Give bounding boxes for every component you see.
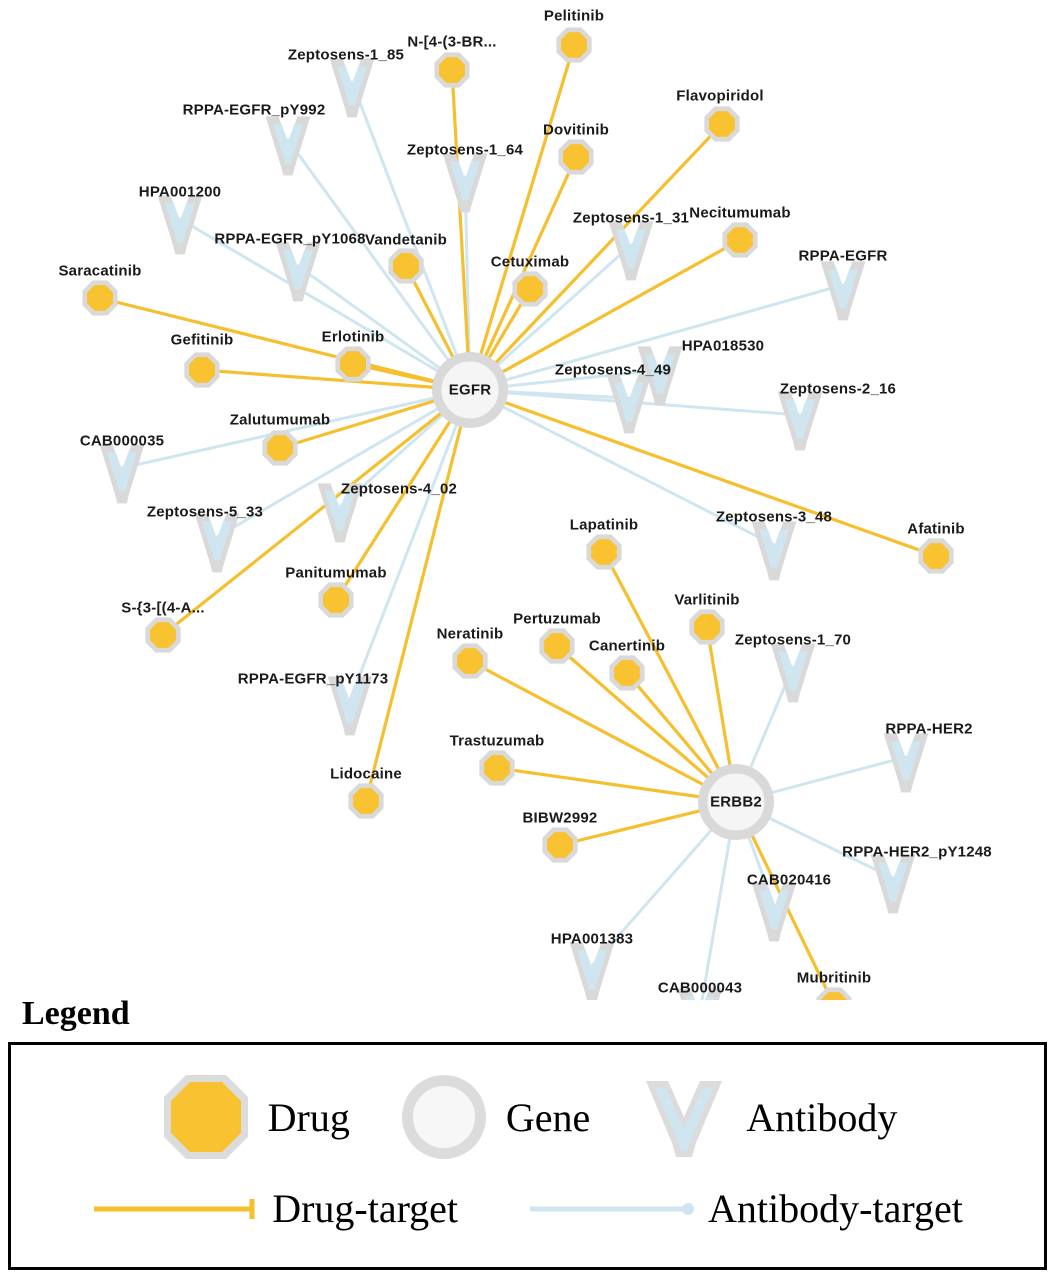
antibody-label: CAB000035 [79, 432, 165, 450]
drug-label: Trastuzumab [449, 732, 545, 750]
drug-node[interactable] [539, 628, 574, 663]
drug-node[interactable] [558, 139, 593, 174]
antibody-node[interactable] [195, 513, 240, 572]
drug-target-edge-icon [92, 1196, 262, 1222]
antibody-node[interactable] [443, 153, 488, 212]
drug-label: Cetuximab [490, 253, 570, 271]
drug-node[interactable] [704, 106, 739, 141]
drug-label: Necitumumab [689, 204, 791, 222]
drug-node[interactable] [452, 643, 487, 678]
antibody-label: RPPA-EGFR_pY1173 [237, 670, 389, 688]
drug-node[interactable] [918, 538, 953, 573]
legend-label-antibody: Antibody [746, 1094, 898, 1140]
antibody-node[interactable] [266, 116, 311, 175]
antibody-label: RPPA-HER2 [885, 720, 973, 738]
edge [470, 661, 736, 802]
drug-label: Gefitinib [170, 331, 234, 349]
antibody-label: Zeptosens-3_48 [715, 508, 833, 526]
edge [470, 390, 936, 556]
drug-node[interactable] [318, 582, 353, 617]
drug-label: N-[4-(3-BR... [407, 33, 497, 51]
antibody-label: Zeptosens-1_64 [406, 141, 524, 159]
legend-item-drug [158, 1069, 350, 1165]
drug-node[interactable] [512, 271, 547, 306]
legend-label-drug: Drug [267, 1094, 350, 1140]
drug-node[interactable] [722, 222, 757, 257]
antibody-node[interactable] [771, 643, 816, 702]
legend-panel [8, 1042, 1047, 1270]
drug-label: S-{3-[(4-A... [121, 599, 205, 617]
drug-node[interactable] [145, 617, 180, 652]
drug-label: Canertinib [588, 637, 666, 655]
antibody-label: RPPA-EGFR_pY992 [182, 101, 326, 119]
antibody-node[interactable] [276, 242, 321, 301]
gene-label: ERBB2 [710, 793, 762, 811]
drug-icon [158, 1069, 254, 1165]
antibody-label: HPA001200 [138, 183, 222, 201]
drug-label: Flavopiridol [676, 87, 764, 105]
antibody-label: Zeptosens-5_33 [146, 503, 264, 521]
antibody-label: HPA018530 [681, 337, 765, 355]
antibody-label: CAB020416 [746, 871, 832, 889]
drug-label: Varlitinib [674, 591, 740, 609]
antibody-node[interactable] [100, 444, 145, 503]
legend-label-gene: Gene [505, 1094, 591, 1140]
antibody-label: RPPA-HER2_pY1248 [842, 843, 992, 861]
legend-item-drug-target [92, 1185, 458, 1232]
gene-label: EGFR [448, 381, 492, 399]
antibody-node[interactable] [752, 521, 797, 580]
drug-node[interactable] [689, 609, 724, 644]
drug-label: Erlotinib [321, 328, 385, 346]
antibody-node[interactable] [778, 391, 823, 450]
drug-node[interactable] [434, 52, 469, 87]
drug-label: Pertuzumab [513, 610, 601, 628]
legend-node-row [11, 1069, 1044, 1165]
legend-item-antibody-target [528, 1185, 963, 1232]
drug-label: Afatinib [907, 520, 965, 538]
drug-label: Zalutumumab [229, 411, 331, 429]
gene-icon [396, 1069, 492, 1165]
drug-label: Saracatinib [58, 262, 142, 280]
antibody-label: Zeptosens-4_49 [554, 361, 672, 379]
drug-node[interactable] [262, 430, 297, 465]
antibody-node[interactable] [609, 221, 654, 280]
antibody-label: CAB000043 [657, 979, 743, 997]
drug-label: Vandetanib [364, 231, 448, 249]
antibody-node[interactable] [330, 58, 375, 117]
drug-label: Pelitinib [543, 7, 605, 25]
legend-label-antibody-target: Antibody-target [708, 1186, 963, 1231]
drug-node[interactable] [82, 280, 117, 315]
antibody-label: RPPA-EGFR_pY1068 [214, 230, 366, 248]
edge [470, 45, 574, 390]
antibody-target-edge-icon [528, 1196, 698, 1222]
antibody-node[interactable] [871, 854, 916, 913]
antibody-node[interactable] [158, 195, 203, 254]
drug-node[interactable] [586, 534, 621, 569]
antibody-label: HPA001383 [550, 930, 634, 948]
drug-node[interactable] [816, 987, 851, 1000]
antibody-label: RPPA-EGFR [798, 247, 888, 265]
drug-label: Neratinib [436, 625, 504, 643]
legend-edge-row [11, 1185, 1044, 1232]
drug-label: Lidocaine [330, 765, 402, 783]
drug-node[interactable] [609, 655, 644, 690]
antibody-label: Zeptosens-2_16 [779, 380, 897, 398]
drug-node[interactable] [184, 352, 219, 387]
legend-label-drug-target: Drug-target [272, 1186, 459, 1231]
antibody-label: Zeptosens-1_85 [287, 46, 405, 64]
drug-node[interactable] [556, 27, 591, 62]
drug-label: Dovitinib [543, 121, 609, 139]
legend-item-gene [396, 1069, 590, 1165]
antibody-node[interactable] [570, 942, 615, 1000]
antibody-node[interactable] [884, 733, 929, 792]
drug-node[interactable] [388, 248, 423, 283]
antibody-icon [636, 1069, 732, 1165]
legend-item-antibody [636, 1069, 897, 1165]
drug-node[interactable] [335, 346, 370, 381]
drug-node[interactable] [348, 783, 383, 818]
drug-label: Lapatinib [569, 516, 639, 534]
antibody-label: Zeptosens-1_31 [572, 209, 690, 227]
drug-node[interactable] [542, 827, 577, 862]
antibody-label: Zeptosens-4_02 [340, 480, 458, 498]
drug-label: Panitumumab [285, 564, 387, 582]
drug-label: Mubritinib [796, 969, 872, 987]
legend-title: Legend [22, 995, 130, 1032]
antibody-label: Zeptosens-1_70 [734, 631, 852, 649]
drug-node[interactable] [479, 750, 514, 785]
drug-label: BIBW2992 [522, 809, 598, 827]
